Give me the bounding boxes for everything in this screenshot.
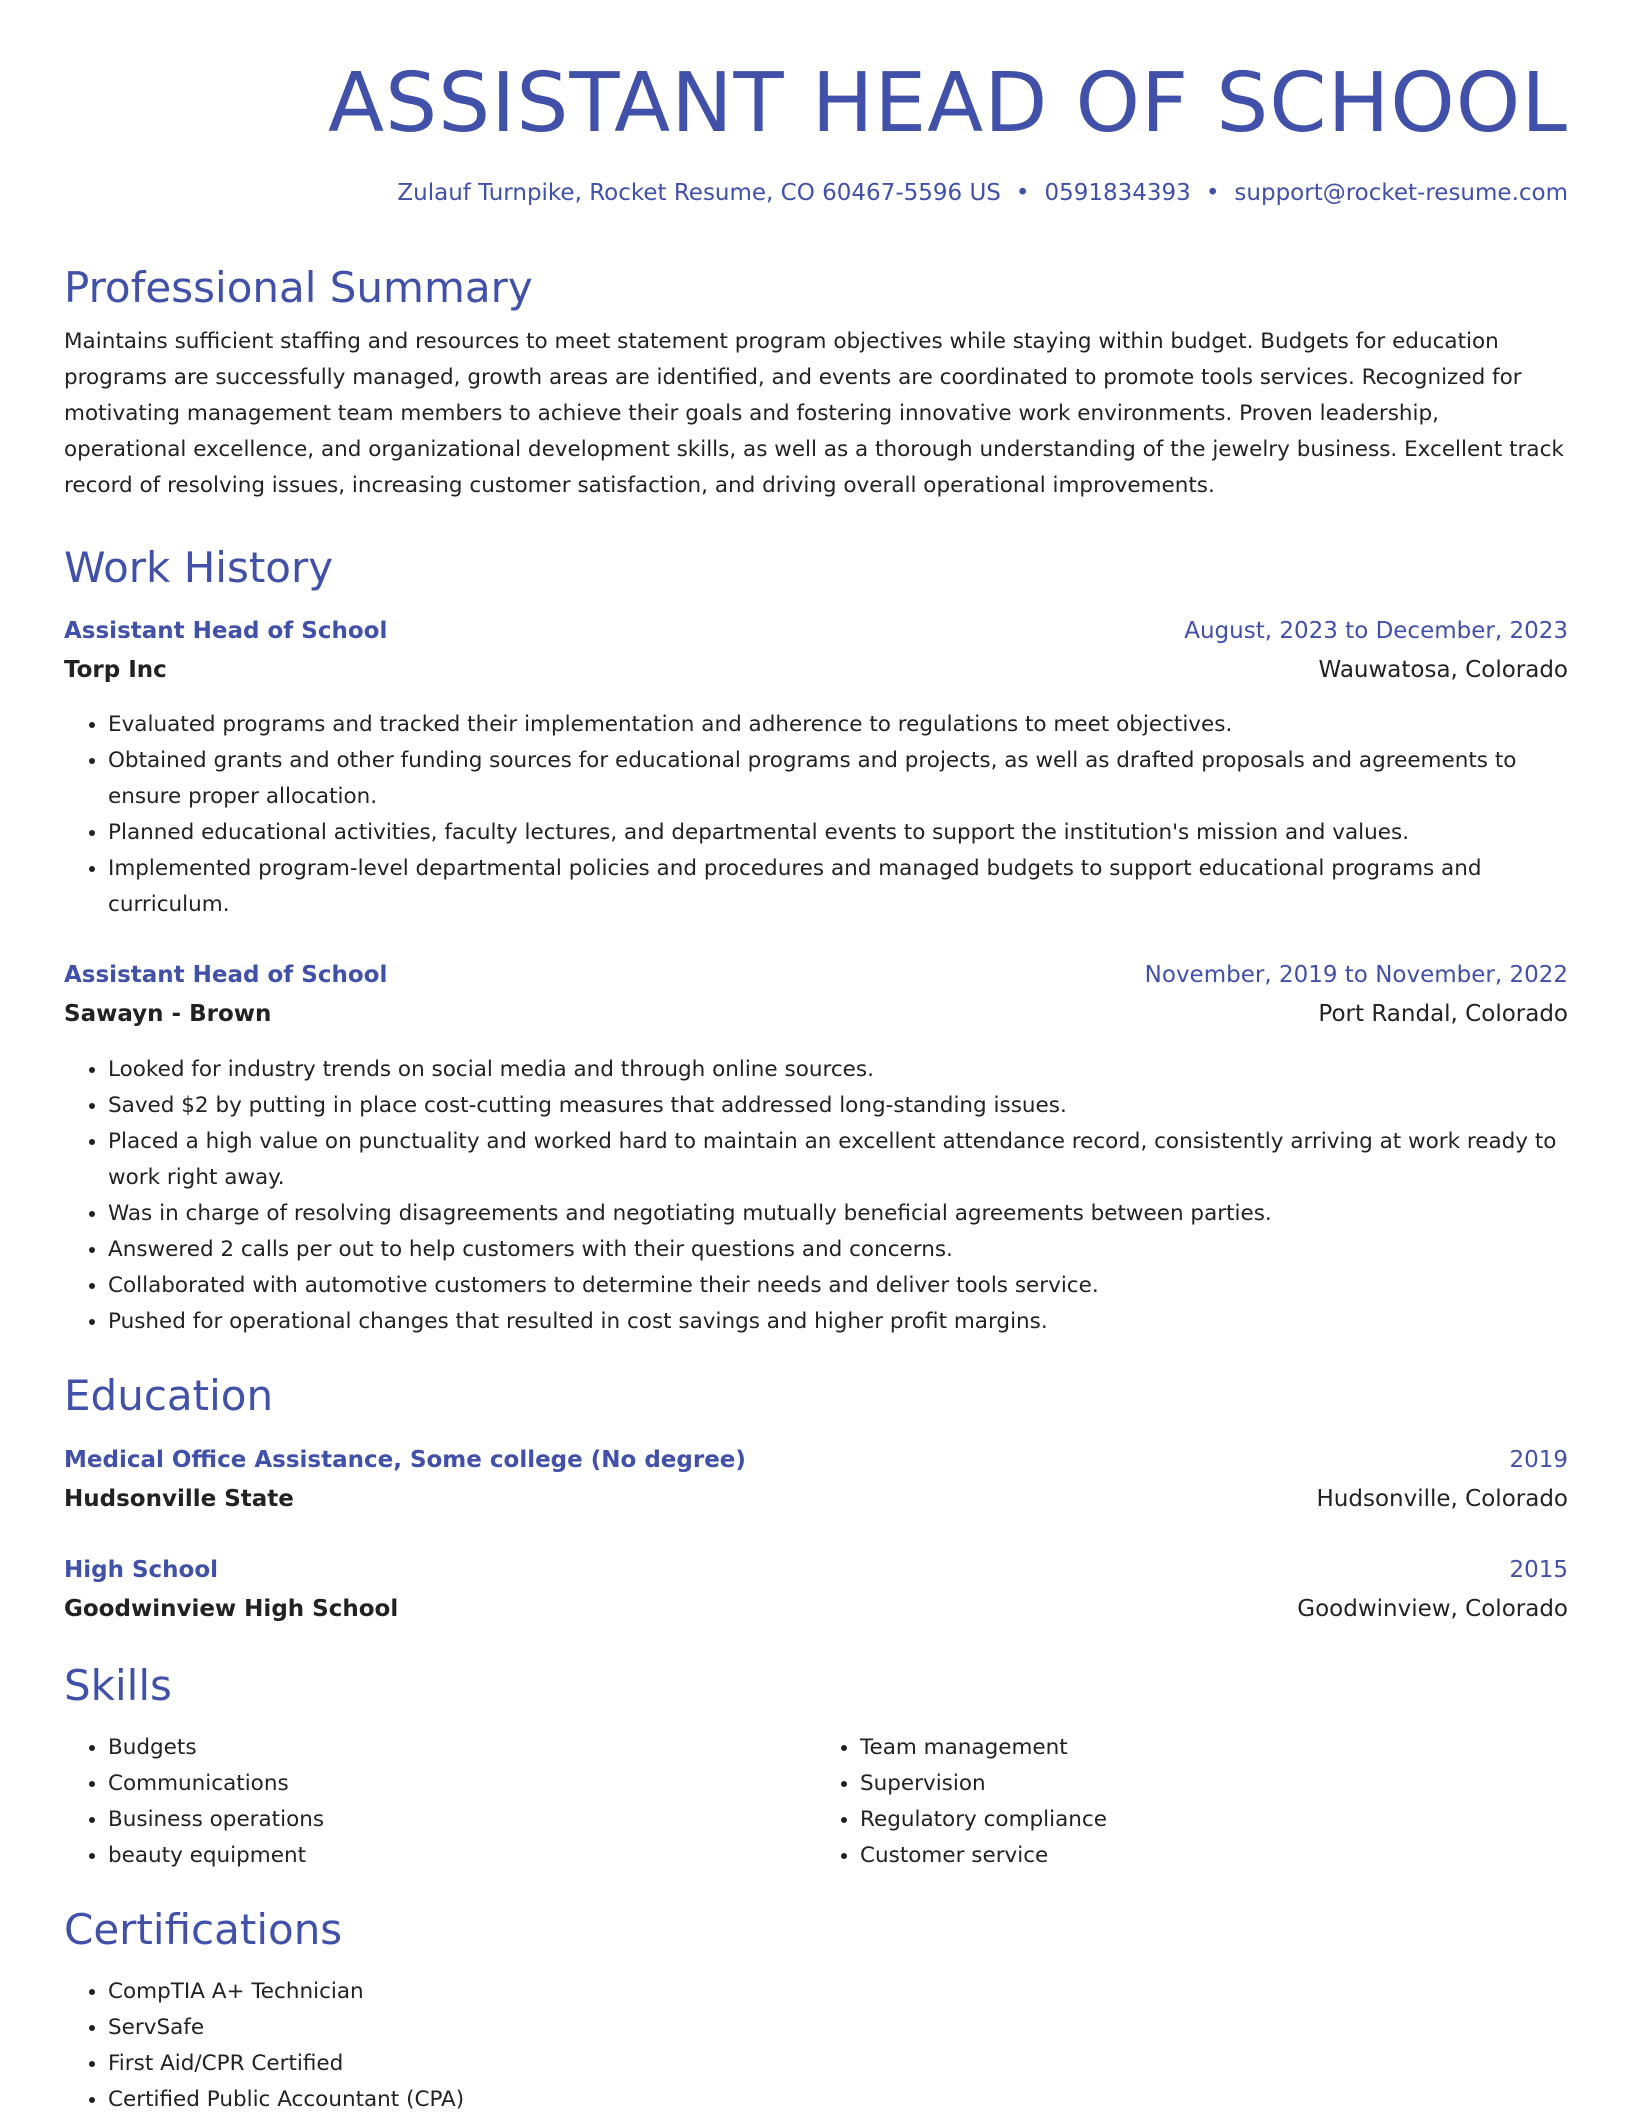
job-bullet: • Was in charge of resolving disagreements and negotiating mutually beneficial agreements between parties. bbox=[108, 1196, 1568, 1232]
education-degree: Medical Office Assistance, Some college (No degree) bbox=[64, 1447, 746, 1473]
section-heading-work-history: Work History bbox=[64, 543, 334, 592]
certifications-section bbox=[64, 1904, 1568, 1956]
skill-item: • Regulatory compliance bbox=[860, 1802, 1568, 1838]
skill-item: • Business operations bbox=[108, 1802, 816, 1838]
contact-address: Zulauf Turnpike, Rocket Resume, CO 60467-5596 US bbox=[397, 180, 1001, 206]
education-location: Goodwinview, Colorado bbox=[1297, 1596, 1568, 1622]
work-history-section bbox=[64, 542, 1568, 594]
education-entry bbox=[64, 1444, 1568, 1515]
job-company: Sawayn - Brown bbox=[64, 1001, 272, 1027]
contact-email[interactable]: support@rocket-resume.com bbox=[1234, 180, 1568, 206]
contact-separator: • bbox=[1015, 180, 1030, 206]
resume-name-title: ASSISTANT HEAD OF SCHOOL bbox=[327, 56, 1568, 151]
skills-column-right bbox=[816, 1730, 1568, 1874]
job-bullet: • Pushed for operational changes that resulted in cost savings and higher profit margins. bbox=[108, 1304, 1568, 1340]
skill-item: • Customer service bbox=[860, 1838, 1568, 1874]
skill-item: • Communications bbox=[108, 1766, 816, 1802]
job-company: Torp Inc bbox=[64, 657, 167, 683]
job-bullet: • Evaluated programs and tracked their implementation and adherence to regulations to meet objectives. bbox=[108, 707, 1568, 743]
job-bullet: • Obtained grants and other funding sources for educational programs and projects, as well as drafted proposals and agreements to ensure proper allocation. bbox=[108, 743, 1568, 815]
education-school: Goodwinview High School bbox=[64, 1596, 399, 1622]
certification-item: • ServSafe bbox=[108, 2010, 1568, 2046]
job-dates: November, 2019 to November, 2022 bbox=[1144, 962, 1568, 988]
job-bullet: • Collaborated with automotive customers to determine their needs and deliver tools service. bbox=[108, 1268, 1568, 1304]
skills-list bbox=[64, 1730, 1568, 1874]
job-entry bbox=[64, 615, 1568, 686]
certification-item: • CompTIA A+ Technician bbox=[108, 1974, 1568, 2010]
job-title: Assistant Head of School bbox=[64, 618, 388, 644]
job-bullets bbox=[64, 1052, 1568, 1340]
job-entry bbox=[64, 959, 1568, 1030]
job-bullet: • Placed a high value on punctuality and worked hard to maintain an excellent attendance record, consistently arriving at work ready to work right away. bbox=[108, 1124, 1568, 1196]
job-bullet: • Saved $2 by putting in place cost-cutting measures that addressed long-standing issues. bbox=[108, 1088, 1568, 1124]
job-bullet: • Implemented program-level departmental policies and procedures and managed budgets to support educational programs and curriculum. bbox=[108, 851, 1568, 923]
certification-item: • Certified Public Accountant (CPA) bbox=[108, 2082, 1568, 2118]
skill-item: • Supervision bbox=[860, 1766, 1568, 1802]
education-year: 2019 bbox=[1509, 1447, 1568, 1473]
job-bullet: • Looked for industry trends on social media and through online sources. bbox=[108, 1052, 1568, 1088]
job-bullet: • Answered 2 calls per out to help customers with their questions and concerns. bbox=[108, 1232, 1568, 1268]
skill-item: • beauty equipment bbox=[108, 1838, 816, 1874]
summary-text: Maintains sufficient staffing and resources to meet statement program objectives while staying within budget. Budgets for education programs are successfully managed, growth areas are identified, and events are coordinated to promote tools services. Recognized for motivating management team members to achieve their goals and fostering innovative work environments. Proven leadership, operational excellence, and organizational development skills, as well as a thorough understanding of the jewelry business. Excellent track record of resolving issues, increasing customer satisfaction, and driving overall operational improvements. bbox=[64, 329, 1564, 498]
education-section bbox=[64, 1370, 1568, 1422]
skills-column-left bbox=[64, 1730, 816, 1874]
section-heading-skills: Skills bbox=[64, 1661, 172, 1710]
skills-section bbox=[64, 1660, 1568, 1712]
skill-item: • Budgets bbox=[108, 1730, 816, 1766]
job-bullet: • Planned educational activities, faculty lectures, and departmental events to support the institution's mission and values. bbox=[108, 815, 1568, 851]
job-bullets bbox=[64, 707, 1568, 923]
contact-separator: • bbox=[1205, 180, 1220, 206]
section-heading-certifications: Certifications bbox=[64, 1905, 343, 1954]
certification-item: • First Aid/CPR Certified bbox=[108, 2046, 1568, 2082]
education-location: Hudsonville, Colorado bbox=[1316, 1486, 1568, 1512]
summary-section bbox=[64, 262, 1568, 504]
job-location: Port Randal, Colorado bbox=[1318, 1001, 1568, 1027]
contact-line bbox=[64, 178, 1568, 208]
skill-item: • Team management bbox=[860, 1730, 1568, 1766]
section-heading-summary: Professional Summary bbox=[64, 263, 533, 312]
contact-phone: 0591834393 bbox=[1044, 180, 1191, 206]
job-title: Assistant Head of School bbox=[64, 962, 388, 988]
education-entry bbox=[64, 1554, 1568, 1625]
education-school: Hudsonville State bbox=[64, 1486, 294, 1512]
education-year: 2015 bbox=[1509, 1557, 1568, 1583]
certifications-list bbox=[64, 1974, 1568, 2118]
resume-page bbox=[64, 0, 1568, 2112]
section-heading-education: Education bbox=[64, 1371, 274, 1420]
job-dates: August, 2023 to December, 2023 bbox=[1184, 618, 1568, 644]
job-location: Wauwatosa, Colorado bbox=[1318, 657, 1568, 683]
education-degree: High School bbox=[64, 1557, 219, 1583]
